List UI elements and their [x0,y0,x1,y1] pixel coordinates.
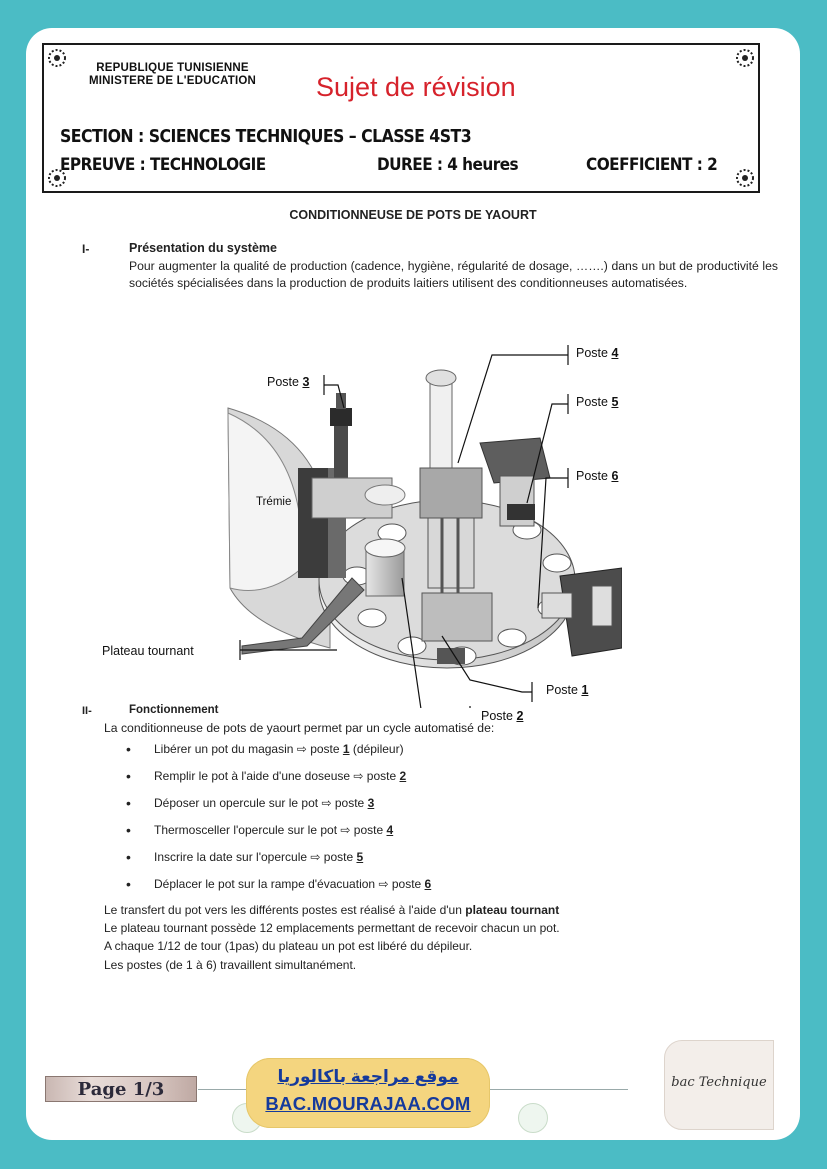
list-item: • Déposer un opercule sur le pot ⇨ poste 3 [126,790,431,817]
label-poste-6 [576,469,618,483]
document-title: CONDITIONNEUSE DE POTS DE YAOURT [289,208,537,222]
epreuve: EPREUVE : TECHNOLOGIE [60,155,266,175]
arrow-icon: ⇨ [353,769,364,783]
poste-number: 5 [611,395,619,409]
label-tremie: Trémie [256,496,292,508]
section2-number: II- [82,705,92,717]
poste-word: Poste [576,395,608,409]
poste-number: 4 [611,346,619,360]
ornament-icon [46,47,68,69]
closing-line: Le plateau tournant possède 12 emplacements permettant de recevoir chacun un pot. [104,921,560,936]
label-poste-4 [576,346,618,360]
poste-number: 3 [302,375,310,389]
list-item: • Inscrire la date sur l'opercule ⇨ poste 5 [126,844,431,871]
label-poste-5 [576,395,618,409]
brand-text: bac Technique [671,1075,767,1090]
section2-intro: La conditionneuse de pots de yaourt permet par un cycle automatisé de: [104,721,495,735]
list-item: • Remplir le pot à l'aide d'une doseuse ⇨ poste 2 [126,763,431,790]
section1-title: Présentation du système [129,241,277,255]
poste-word: Poste [267,375,299,389]
site-arabic-link[interactable]: موقع مراجعة باكالوريا [277,1067,459,1086]
arrow-icon: ⇨ [321,796,332,810]
poste-word: Poste [576,469,608,483]
list-item: • Libérer un pot du magasin ⇨ poste 1 (dépileur) [126,736,431,763]
subject-type: Sujet de révision [316,72,516,102]
label-plateau: Plateau tournant [102,644,194,658]
arrow-icon: ⇨ [296,742,307,756]
logo-icon [518,1103,548,1133]
label-poste-3 [267,375,309,389]
section-line: SECTION : SCIENCES TECHNIQUES – CLASSE 4ST3 [60,127,472,147]
list-item: • Déplacer le pot sur la rampe d'évacuation ⇨ poste 6 [126,871,431,898]
section1-number: I- [82,242,90,256]
page-indicator [45,1076,197,1102]
poste-number: 2 [516,709,524,723]
poste-number: 6 [611,469,619,483]
closing-paragraph [104,901,560,974]
poste-word: Poste [576,346,608,360]
document-page [26,28,800,1140]
ornament-icon [734,167,756,189]
institution [89,62,256,88]
steps-list [126,736,431,898]
list-item: • Thermosceller l'opercule sur le pot ⇨ poste 4 [126,817,431,844]
arrow-icon: ⇨ [378,877,389,891]
label-poste-1 [546,683,588,697]
closing-line: A chaque 1/12 de tour (1pas) du plateau un pot est libéré du dépileur. [104,939,473,954]
section2-title: Fonctionnement [129,704,219,716]
country: REPUBLIQUE TUNISIENNE [96,62,249,74]
poste-word: Poste [546,683,578,697]
site-banner[interactable] [246,1058,490,1128]
ministry: MINISTERE DE L'EDUCATION [89,75,257,87]
arrow-icon: ⇨ [340,823,351,837]
coefficient: COEFFICIENT : 2 [586,155,718,175]
poste-word: Poste [481,709,513,723]
site-url-link[interactable]: BAC.MOURAJAA.COM [265,1093,471,1114]
closing-line: Les postes (de 1 à 6) travaillent simultanément. [104,957,357,972]
brand-badge [664,1040,774,1130]
poste-number: 1 [581,683,589,697]
section1-text: Pour augmenter la qualité de production (cadence, hygiène, régularité de dosage, …….) dans un but de productivité les sociétés spécialisées dans la production de produits laitiers utilisent des conditionneuses automatisées. [129,259,778,290]
ornament-icon [734,47,756,69]
duree: DUREE : 4 heures [377,155,519,175]
arrow-icon: ⇨ [310,850,321,864]
exam-header [42,43,760,193]
page-number: Page 1/3 [77,1079,165,1100]
closing-line: Le transfert du pot vers les différents postes est réalisé à l'aide d'un plateau tournant [104,903,560,917]
